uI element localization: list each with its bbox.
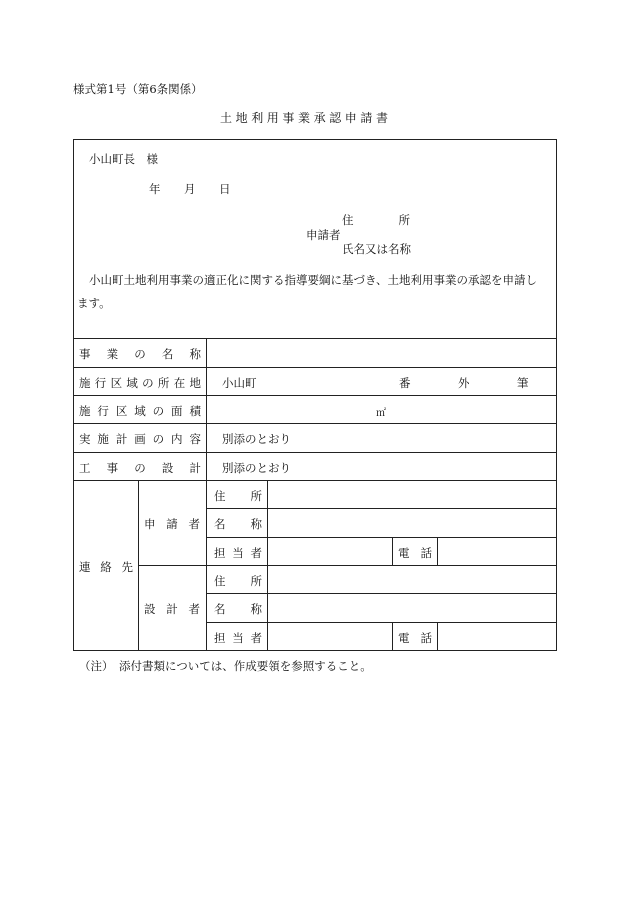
project-name-label: 事 業 の 名 称 — [79, 347, 201, 361]
note-text: 添付書類については、作成要領を参照すること。 — [119, 659, 372, 673]
applicant-address-char-1: 住 — [342, 213, 354, 227]
body-text-line-2: ます。 — [77, 296, 111, 310]
applicant-label: 申請者 — [306, 228, 341, 242]
note-prefix: （注） — [79, 659, 114, 673]
row-line — [73, 367, 557, 368]
date-year: 年 — [149, 182, 161, 196]
col-line — [392, 622, 393, 651]
location-gai: 外 — [458, 376, 470, 390]
plan-value: 別添のとおり — [222, 432, 291, 446]
contact-applicant-address: 住 所 — [214, 489, 262, 503]
row-line — [73, 423, 557, 424]
plan-label: 実 施 計 画 の 内 容 — [79, 432, 201, 446]
location-ban: 番 — [399, 376, 411, 390]
contact-label: 連 絡 先 — [79, 560, 133, 574]
row-line — [206, 537, 557, 538]
date-month: 月 — [184, 182, 196, 196]
row-line — [73, 480, 557, 481]
contact-applicant-label: 申 請 者 — [144, 517, 200, 531]
form-number: 様式第1号（第6条関係） — [73, 82, 203, 96]
contact-applicant-person: 担 当 者 — [214, 546, 262, 560]
applicant-address-char-2: 所 — [398, 213, 410, 227]
col-line — [437, 537, 438, 565]
row-line — [73, 452, 557, 453]
location-hitsu: 筆 — [517, 376, 529, 390]
form-title: 土地利用事業承認申請書 — [220, 111, 392, 125]
row-line — [138, 565, 557, 566]
body-text-line-1: 小山町土地利用事業の適正化に関する指導要綱に基づき、土地利用事業の承認を申請し — [89, 273, 538, 287]
col-line — [138, 480, 139, 651]
row-line — [206, 622, 557, 623]
col-line — [267, 480, 268, 651]
contact-applicant-name: 名 称 — [214, 517, 262, 531]
col-line — [437, 622, 438, 651]
addressee: 小山町長 様 — [89, 152, 158, 166]
location-label: 施 行 区 域 の 所 在 地 — [79, 376, 201, 390]
col-line — [206, 338, 207, 651]
location-town: 小山町 — [222, 376, 257, 390]
area-label: 施 行 区 域 の 面 積 — [79, 404, 201, 418]
contact-designer-person: 担 当 者 — [214, 631, 262, 645]
row-line — [206, 508, 557, 509]
contact-designer-phone: 電 話 — [398, 631, 432, 645]
row-line — [73, 395, 557, 396]
contact-designer-name: 名 称 — [214, 602, 262, 616]
row-line — [206, 593, 557, 594]
row-line — [73, 338, 557, 339]
design-value: 別添のとおり — [222, 461, 291, 475]
date-day: 日 — [219, 182, 231, 196]
contact-designer-address: 住 所 — [214, 574, 262, 588]
applicant-name-label: 氏名又は名称 — [342, 242, 411, 256]
design-label: 工 事 の 設 計 — [79, 461, 201, 475]
contact-designer-label: 設 計 者 — [144, 602, 200, 616]
contact-applicant-phone: 電 話 — [398, 546, 432, 560]
area-unit: ㎡ — [376, 408, 386, 419]
applicant-address-label — [342, 212, 410, 228]
col-line — [392, 537, 393, 565]
